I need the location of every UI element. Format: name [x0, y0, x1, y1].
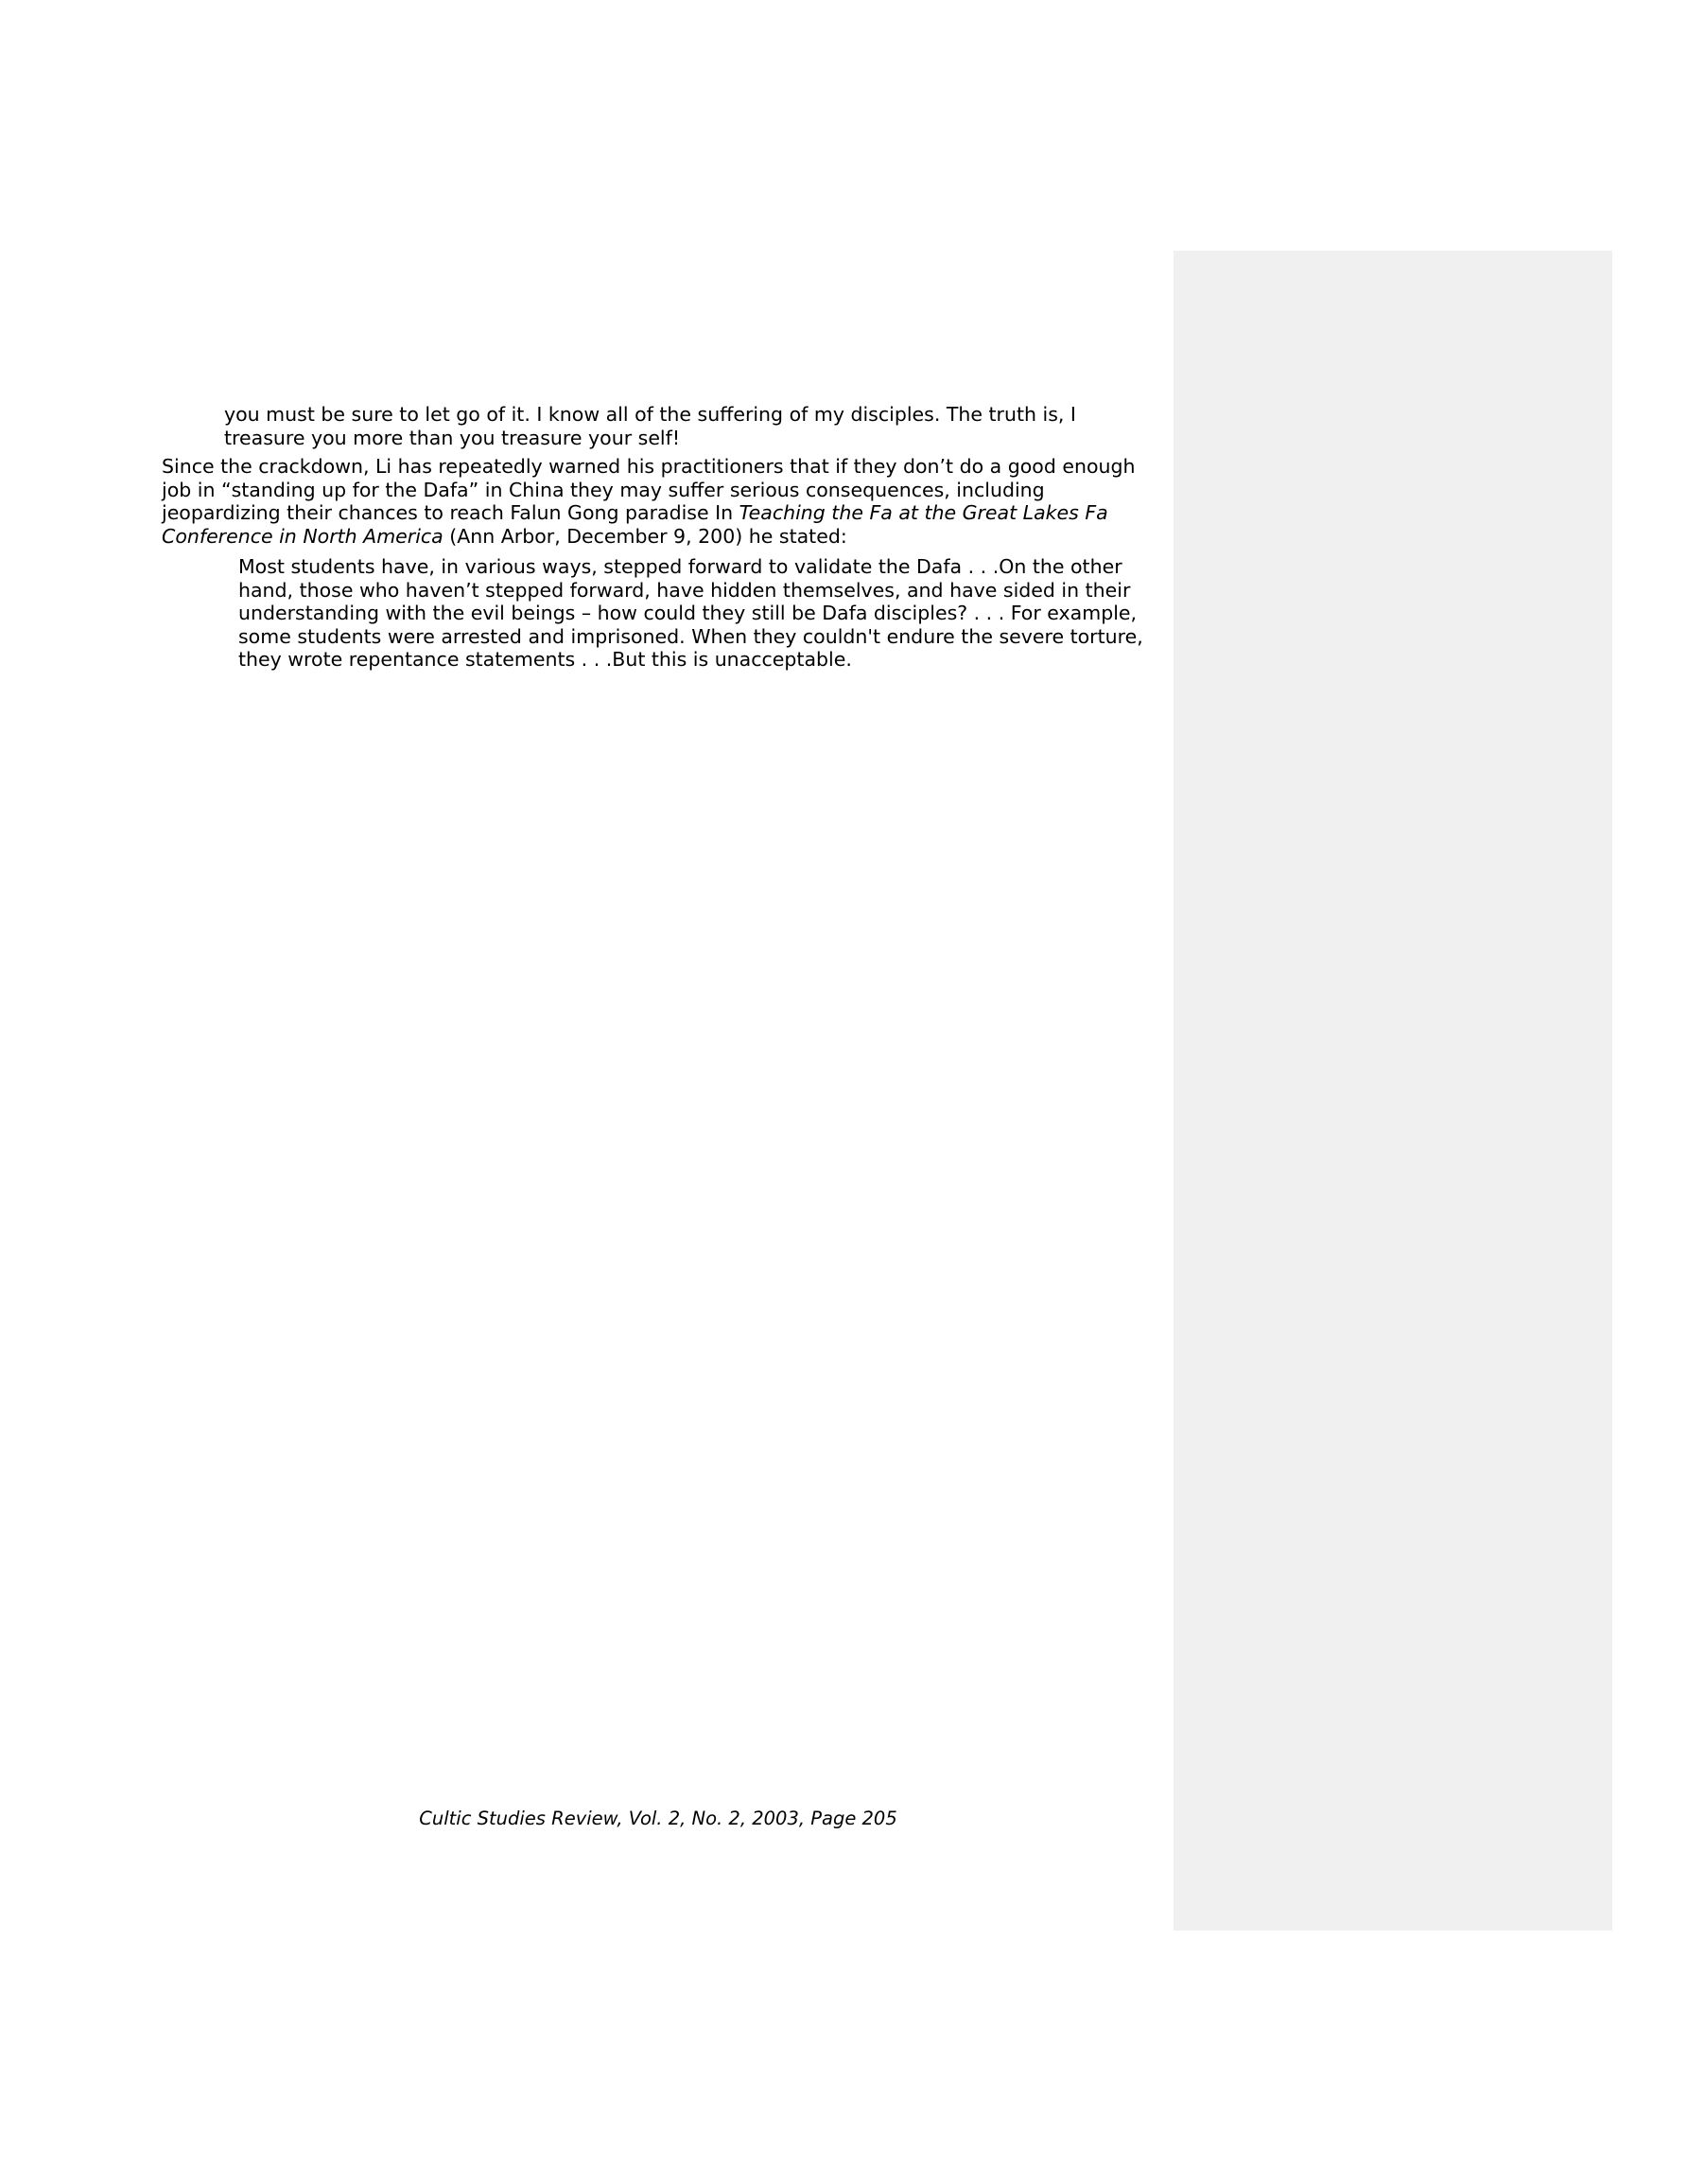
body-paragraph-line: Since the crackdown, Li has repeatedly warned his practitioners that if they don’t do a good enough — [162, 455, 1136, 478]
quote-main-line: understanding with the evil beings – how could they still be Dafa disciples? . . . For example, — [238, 602, 1138, 624]
body-paragraph-line — [162, 525, 1136, 549]
body-paragraph — [162, 455, 1136, 548]
body-paragraph-text: jeopardizing their chances to reach Falun Gong paradise In — [162, 501, 739, 524]
quote-main-line: some students were arrested and imprisoned. When they couldn't endure the severe torture, — [238, 624, 1143, 648]
side-panel — [1174, 251, 1612, 1931]
page-footer-citation: Cultic Studies Review, Vol. 2, No. 2, 2003, Page 205 — [419, 1808, 897, 1829]
body-paragraph-text: (Ann Arbor, December 9, 200) he stated: — [443, 524, 847, 548]
work-title-italic: Conference in North America — [162, 524, 443, 548]
quote-top-line: treasure you more than you treasure your self! — [224, 426, 681, 449]
quote-main-line: Most students have, in various ways, stepped forward to validate the Dafa . . .On the other — [238, 555, 1122, 578]
quote-top-line: you must be sure to let go of it. I know all of the suffering of my disciples. The truth is, I — [224, 403, 1076, 426]
quote-main-line: hand, those who haven’t stepped forward, have hidden themselves, and have sided in their — [238, 578, 1131, 602]
quote-main-line: they wrote repentance statements . . .But this is unacceptable. — [238, 648, 852, 671]
work-title-italic: Teaching the Fa at the Great Lakes Fa — [739, 501, 1108, 524]
body-paragraph-line: job in “standing up for the Dafa” in China they may suffer serious consequences, including — [162, 478, 1045, 501]
body-paragraph-line — [162, 501, 1136, 525]
block-quote-top — [224, 403, 1076, 449]
block-quote-main — [238, 555, 1143, 672]
